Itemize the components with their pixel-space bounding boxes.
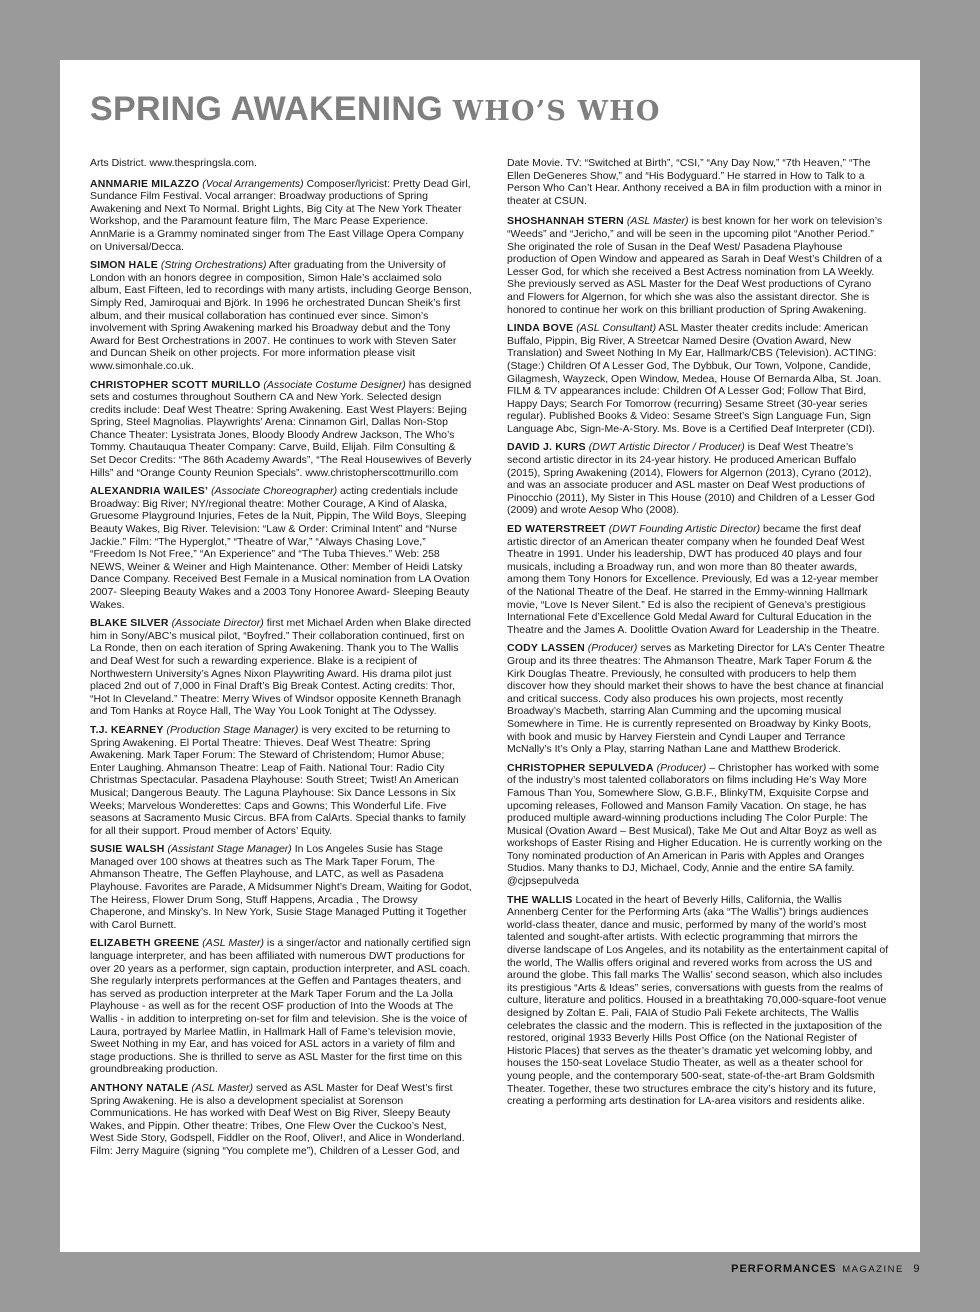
bio-name: ELIZABETH GREENE [90,937,200,950]
column-left [90,157,472,1164]
bio-entry [90,485,472,611]
bio-entry [507,215,889,316]
page-title [90,90,661,129]
column-lead: Arts District. www.thespringsla.com. [90,157,257,169]
bio-text: has designed sets and costumes throughout Southern CA and New York. Selected design credits include: Deaf West Theatre: Spring Awakening. East West Players: Bejing Spring, Steel Magnolias. Playwrights’ Arena: Cinnamon Girl, Dallas Non-Stop Chance Theater: Lysistrata Jones, Bloody Bloody Andrew Jackson, The Who’s Tommy. Chautauqua Theater Company: Carve, Build, Elijah. Film Consulting & Set Decor Credits: “The 86th Academy Awards”, “The Real Housewives of Beverly Hills” and “Orange County Reunion Specials”. www.christopherscottmurillo.com [90,378,472,479]
bio-role: (ASL Master) [202,937,264,950]
bio-role: (Assistant Stage Manager) [167,843,292,856]
bio-role: (Producer) [656,761,707,774]
bio-entry [507,441,889,517]
bio-name: CHRISTOPHER SCOTT MURILLO [90,378,261,391]
bio-entry [90,379,472,480]
bio-text: is very excited to be returning to Spring Awakening. El Portal Theatre: Thieves. Deaf West Theatre: Spring Awakening. Mark Taper Forum: The Steward of Christendom; Humor Abuse; Enter Laughing. Ahmanson Theatre: Leap of Faith. National Tour: Radio City Christmas Spectacular. Pasadena Playhouse: South Street; Twist! An American Musical; Dangerous Beauty. The Laguna Playhouse: Six Dance Lessons in Six Weeks; Marvelous Wonderettes: Caps and Gowns; This Wonderful Life. Five seasons at Sacramento Music Circus. BFA from CalArts. Special thanks to family for all their support. Proud member of Actors’ Equity. [90,723,466,837]
bio-name: ANNMARIE MILAZZO [90,177,200,190]
bio-entry [90,724,472,837]
bio-text: After graduating from the University of London with an honors degree in composition, Simon Hale’s acclaimed solo album, East Fifteen, led to recordings with many artists, including George Benson, Simply Red, Jamiroquai and Björk. In 1996 he orchestrated Duncan Sheik’s first album, and their musical collaboration has continued ever since. Simon’s involvement with Spring Awakening marked his Broadway debut and the Tony Award for Best Orchestrations in 2007. He continues to work with Steven Sater and Duncan Sheik on other projects. For more information please visit www.simonhale.co.uk. [90,259,472,372]
bio-role: (Vocal Arrangements) [202,177,304,190]
bio-entry [507,523,889,636]
title-main: SPRING AWAKENING [90,90,444,128]
bio-name: SIMON HALE [90,259,158,272]
bio-role: (DWT Founding Artistic Director) [608,523,761,536]
bio-entry [507,894,889,1108]
footer-magazine: MAGAZINE [842,1264,904,1275]
col1-entries [90,178,472,1158]
bio-text: ASL Master theater credits include: American Buffalo, Pippin, Big River, A Streetcar Named Desire (Ovation Award, New Translation) and Sweet Nothing In My Ear, Hallmark/CBS (Television). ACTING: (Stage:) Children Of A Lesser God, The Dybbuk, Our Town, Volpone, Candide, Gilagmesh, Wayzeck, Open Window, Medea, House Of Bernarda Alba, St. Joan. FILM & TV appearances include: Children Of A Lesser God; Follow That Bird, Happy Days; Search For Tomorrow (recurring) Sesame Street (30-year series regular). Published Books & Video: Sesame Street’s Sign Language Fun, Sign Language Abc, Sign-Me-A-Story. Ms. Bove is a Certified Deaf Interpreter (CDI). [507,322,882,435]
bio-text: acting credentials include Broadway: Big River; NY/regional theatre: Mother Courage, A Kind of Alaska, Gruesome Playground Injuries, Fetes de la Nuit, Pippin, The Wild Boys, Sleeping Beauty Wakes, Big River. Television: “Law & Order: Criminal Intent” and “Nurse Jackie.” Film: “The Hyperglot,” “Theatre of War,” “Always Chasing Love,” “Freedom Is Not Free,” “An Experience” and “The Tuba Thieves.” Web: 258 NEWS, Weiner & Weiner and High Maintenance. Other: Member of Heidi Latsky Dance Company. Received Best Female in a Musical nomination from LA Ovation 2007- Sleeping Beauty Wakes and a 2003 Tony Honoree Award- Sleeping Beauty Wakes. [90,485,470,611]
page-number: 9 [913,1263,920,1275]
bio-entry [90,1082,472,1158]
bio-name: ED WATERSTREET [507,523,606,536]
bio-name: CHRISTOPHER SEPULVEDA [507,761,654,774]
bio-entry [90,937,472,1076]
bio-text: first met Michael Arden when Blake directed him in Sony/ABC’s musical pilot, “Boyfred.” Their collaboration continued, first on La Ronde, then on each iteration of Spring Awakening. Thank you to The Wallis and Deaf West for such a rewarding experience. Blake is a recipient of Northwestern University’s Agnes Nixon Playwriting Award. His drama pilot just placed 2nd out of 7,000 in Final Draft’s Big Break Contest. Acting credits: Thor, “Hot In Cleveland.” Theatre: Merry Wives of Windsor opposite Kenneth Branagh and Tom Hanks at Royce Hall, The Way You Look Tonight at The Odyssey. [90,617,471,718]
bio-role: (Production Stage Manager) [166,723,299,736]
footer-brand: PERFORMANCES [731,1263,837,1275]
bio-name: THE WALLIS [507,893,573,906]
bio-text: became the first deaf artistic director of an American theater company when he founded Deaf West Theatre in 1991. Under his leadership, DWT has produced 40 plays and four musicals, including a Broadway run, and won more than 80 theater awards, among them Tony Honors for Excellence. Previously, Ed was a 12-year member of the National Theatre of the Deaf. He starred in the Emmy-winning Hallmark movie, “Love Is Never Silent.” Ed is also the recipient of Geneva’s prestigious International Fete d’Excellence Gold Medal Award for Cultural Education in the Theatre and the James A. Doolittle Ovation Award for Leadership in the Theatre. [507,523,880,636]
bio-name: ANTHONY NATALE [90,1081,189,1094]
title-sub: WHO’S WHO [452,96,661,127]
bio-role: (DWT Artistic Director / Producer) [588,441,745,454]
bio-name: BLAKE SILVER [90,617,169,630]
bio-text: In Los Angeles Susie has Stage Managed over 100 shows at theatres such as The Mark Taper Forum, The Ahmanson Theatre, The Geffen Playhouse, and LATC, as well as Pasadena Playhouse. Favorites are Parade, A Midsummer Night’s Dream, Waiting for Godot, The Heiress, Flower Drum Song, Stuff Happens, Arcadia , The Drowsy Chaperone, and Minsky’s. In New York, Susie Stage Managed Putting it Together with Carol Burnett. [90,843,472,931]
bio-entry [507,322,889,435]
bio-text: is best known for her work on television’s “Weeds” and “Jericho,” and will be seen in the upcoming pilot “Another Period.” She originated the role of Susan in the Deaf West/ Pasadena Playhouse production of Open Window and appeared as Sarah in Deaf West’s Children of a Lesser God, for which she received a Best Actress nomination from LA Weekly. She previously served as ASL Master for the Deaf West productions of Cyrano and Flowers for Algernon, for which she was also the assistant director. She is honored to continue her work on this brilliant production of Spring Awakening. [507,215,883,316]
bio-text: Located in the heart of Beverly Hills, California, the Wallis Annenberg Center for the Performing Arts (aka “The Wallis”) brings audiences world-class theater, dance and music, performed by many of the world’s most talented and sought-after artists. With eclectic programming that mirrors the diverse landscape of Los Angeles, and its notability as the entertainment capital of the world, The Wallis offers original and revered works from across the US and around the globe. This fall marks The Wallis’ second season, which also includes its prestigious “Arts & Ideas” series, conversations with guests from the realms of culture, literature and politics. Housed in a breathtaking 70,000-square-foot venue designed by Zoltan E. Pali, FAIA of Studio Pali Fekete architects, The Wallis celebrates the classic and the modern. This is reflected in the juxtaposition of the restored, original 1933 Beverly Hills Post Office (on the National Register of Historic Places) that serves as the theater’s dramatic yet welcoming lobby, and houses the 150-seat Lovelace Studio Theater, as well as a theater school for young people, and the contemporary 500-seat, state-of-the-art Bram Goldsmith Theater. Together, these two structures embrace the city’s history and its future, creating a performing arts destination for LA-area visitors and residents alike. [507,893,889,1108]
bio-name: LINDA BOVE [507,322,574,335]
bio-name: SUSIE WALSH [90,843,165,856]
bio-name: CODY LASSEN [507,642,585,655]
bio-entry [90,259,472,372]
bio-name: SHOSHANNAH STERN [507,215,624,228]
bio-text: serves as Marketing Director for LA’s Center Theatre Group and its three theatres: The Ahmanson Theatre, Mark Taper Forum & the Kirk Douglas Theatre. Previously, he consulted with producers to help them discover how they should market their shows to have the best chance at financial and critical success. Cody also produces his own projects, most recently Broadway’s Macbeth, starring Alan Cumming and the upcoming musical Somewhere in Time. He is currently represented on Broadway by Kinky Boots, with book and music by Harvey Fierstein and Cyndi Lauper and Terrance McNally’s It’s Only a Play, starring Nathan Lane and Matthew Broderick. [507,642,885,756]
column-lead: Date Movie. TV: “Switched at Birth”, “CSI,” “Any Day Now,” “7th Heaven,” “The Ellen DeGeneres Show,” and “His Bodyguard.” He starred in How to Talk to a Person Who Can’t Hear. Anthony received a BA in film production with a minor in theater at CSUN. [507,157,882,207]
column-right [507,157,889,1114]
bio-text: is Deaf West Theatre’s second artistic director in its 24-year history. He produced American Buffalo (2015), Spring Awakening (2014), Flowers for Algernon (2013), Cyrano (2012), and was an associate producer and ASL master on Deaf West productions of Pinocchio (2011), My Sister in This House (2010) and Children of a Lesser God (2009) and wrote Aesop Who (2008). [507,441,875,517]
bio-text: is a singer/actor and nationally certified sign language interpreter, and has been affiliated with numerous DWT productions for over 20 years as a performer, sign captain, production interpreter, and ASL coach. She regularly interprets performances at the Geffen and Pantages theaters, and has served as production interpreter at the Mark Taper Forum and the La Jolla Playhouse - as well as for the recent OSF production of Into the Woods at The Wallis - in addition to interpreting on-set for film and television. She is the voice of Laura, portrayed by Marlee Matlin, in Hallmark Hall of Fame’s television movie, Sweet Nothing in my Ear, and has voiced for ASL actors in a variety of film and stage productions. She is thrilled to serve as ASL Master for the first time on this groundbreaking production. [90,937,471,1076]
bio-role: (ASL Master) [626,215,689,228]
bio-role: (String Orchestrations) [160,259,267,272]
bio-role: (Associate Director) [171,617,264,630]
bio-entry [507,642,889,755]
bio-entry [90,843,472,931]
bio-text: served as ASL Master for Deaf West’s first Spring Awakening. He is also a development specialist at Sorenson Communications. He has worked with Deaf West on Big River, Sleepy Beauty Wakes, and Pippin. Other theatre: Tribes, One Flew Over the Cuckoo’s Nest, West Side Story, Godspell, Fiddler on the Roof, Oliver!, and Alice in Wonderland. Film: Jerry Maguire (signing “You complete me”), Children of a Lesser God, and [90,1081,465,1157]
bio-role: (Associate Costume Designer) [263,378,406,391]
page-footer [731,1263,920,1275]
magazine-page [60,60,920,1252]
col2-entries [507,215,889,1107]
bio-role: (ASL Consultant) [576,322,657,335]
bio-role: (ASL Master) [191,1081,254,1094]
bio-name: DAVID J. KURS [507,441,586,454]
bio-text: – Christopher has worked with some of the industry’s most talented collaborators on films including He’s Way More Famous Than You, Somewhere Slow, G.B.F., BlinkyTM, Exquisite Corpse and upcoming releases, Followed and Manson Family Vacation. On stage, he has produced multiple award-winning productions including The Color Purple: The Musical (Ovation Award – Best Musical), Take Me Out and Altar Boyz as well as workshops of Easter Rising and Higher Education. He is currently working on the Tony nominated production of An American in Paris with Apples and Oranges Studios. Many thanks to DJ, Michael, Cody, Annie and the entire SA family. @cjpsepulveda [507,761,883,888]
bio-entry [90,178,472,254]
bio-role: (Associate Choreographer) [211,485,338,498]
bio-entry [90,617,472,718]
bio-name: T.J. KEARNEY [90,723,164,736]
bio-role: (Producer) [587,642,638,655]
bio-text: Composer/lyricist: Pretty Dead Girl, Sundance Film Festival. Vocal arranger: Broadway productions of Spring Awakening and Next To Normal. Bright Lights, Big City at The New York Theater Workshop, and the Paramount feature film, The Marc Pease Experience. AnnMarie is a Grammy nominated singer from The East Village Opera Company on Universal/Decca. [90,177,471,253]
bio-name: ALEXANDRIA WAILES’ [90,485,209,498]
bio-entry [507,762,889,888]
